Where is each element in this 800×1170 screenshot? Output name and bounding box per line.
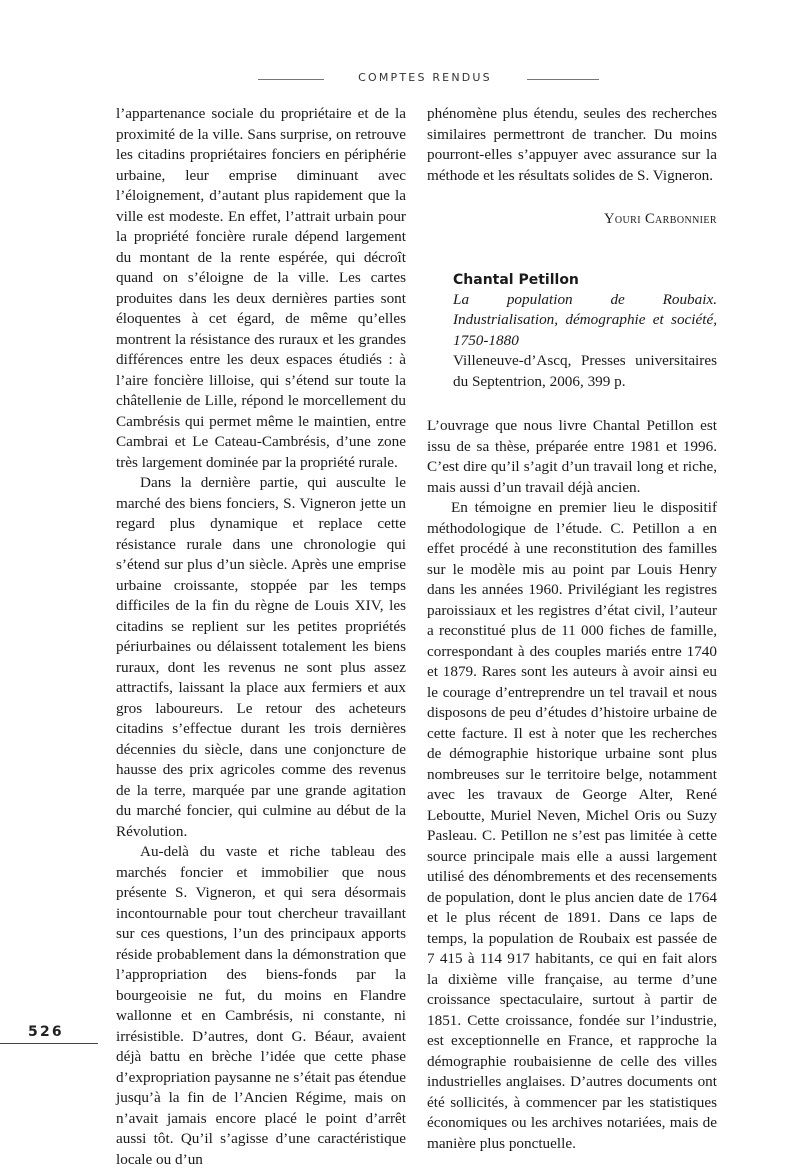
- review-heading: [427, 270, 717, 393]
- running-header: [0, 70, 800, 90]
- reviewed-author: Chantal Petillon: [453, 271, 579, 288]
- page-number: 526: [28, 1024, 64, 1040]
- paragraph: Au-delà du vaste et riche tableau des marchés foncier et immobilier que nous présente S. Vigneron, et qui sera désormais incontournable pour tout chercheur travaillant sur ces questions, l’un des principaux apports réside probablement dans la démonstration que l’appropriation des biens-fonds par la bourgeoisie ne fut, du moins en Flandre wallonne et en Cambrésis, ni constante, ni irrésistible. D’autres, dont G. Béaur, avaient déjà battu en brèche l’idée que cette phase d’expropriation paysanne ne s’était pas étendue jusqu’à la fin de l’Ancien Régime, mais on n’avait jamais encore placé le point d’arrêt aussi tôt. Qu’il s’agisse d’une caractéristique locale ou d’un: [116, 843, 406, 1168]
- reviewer-signature: Youri Carbonnier: [604, 211, 717, 227]
- reviewed-book-title: La population de Roubaix. Industrialisation, démographie et société, 1750-1880: [453, 290, 717, 349]
- continuation-paragraph: phénomène plus étendu, seules des recherches similaires permettront de trancher. Du moins pourront-elles s’appuyer avec assurance sur la méthode et les résultats solides de S. Vigneron.: [427, 105, 717, 184]
- page-number-rule: [0, 1043, 98, 1044]
- header-rule-left: [258, 79, 324, 80]
- review-body: [427, 416, 717, 1154]
- reviewed-book-publication: Villeneuve-d’Ascq, Presses universitaires du Septentrion, 2006, 399 p.: [453, 352, 717, 390]
- left-column: [116, 104, 406, 1170]
- header-rule-right: [527, 79, 599, 80]
- paragraph: L’ouvrage que nous livre Chantal Petillon est issu de sa thèse, préparée entre 1981 et 1996. C’est dire qu’il s’agit d’un travail long et riche, mais aussi d’un travail déjà ancien.: [427, 417, 717, 496]
- section-title: COMPTES RENDUS: [358, 71, 492, 84]
- right-column: [427, 104, 717, 1154]
- paragraph: En témoigne en premier lieu le dispositif méthodologique de l’étude. C. Petillon a en effet procédé à une reconstitution des familles sur le modèle mis au point par Louis Henry dans les années 1960. Privilégiant les registres paroissiaux et les registres d’état civil, l’auteur a reconstitué plus de 11 000 fiches de famille, correspondant à des couples mariés entre 1740 et 1879. Rares sont les auteurs à avoir ainsi eu le courage d’entreprendre un tel travail et nous disposons de peu d’études d’histoire urbaine de cette facture. Il est à noter que les recherches de démographie historique urbaine sont plus nombreuses sur le territoire belge, notamment avec les travaux de George Alter, René Leboutte, Muriel Neven, Michel Oris ou Suzy Pasleau. C. Petillon ne s’est pas limitée à cette source principale mais elle a aussi largement utilisé des dénombrements et des recensements de population, dont le plus ancien date de 1764 et le plus récent de 1891. Dans ce laps de temps, la population de Roubaix est passée de 7 415 à 114 917 habitants, ce qui en fait alors la dixième ville française, au terme d’une croissance spectaculaire, surtout à partir de 1851. Cette croissance, fondée sur l’industrie, est exceptionnelle en France, et rapproche la démographie roubaisienne de celle des villes industrielles anglaises. D’autres documents ont été sollicités, à commencer par les statistiques économiques ou les archives notariées, mais de manière plus ponctuelle.: [427, 499, 717, 1152]
- paragraph: l’appartenance sociale du propriétaire et de la proximité de la ville. Sans surprise, on retrouve les citadins propriétaires fonciers en périphérie urbaine, leur emprise diminuant avec l’éloignement, d’autant plus rapidement que la ville est modeste. En effet, l’attrait urbain pour la propriété foncière rurale dépend largement du montant de la rente espérée, qui décroît quand on s’éloigne de la ville. Les cartes produites dans les deux dernières parties sont éloquentes à cet égard, de même qu’elles montrent la résistance des ruraux et les grandes différences entre les deux espaces étudiés : à l’aire foncière lilloise, qui s’étend sur toute la châtellenie de Lille, répond le morcellement du Cambrésis qui permet même le maintien, entre Cambrai et Le Cateau-Cambrésis, d’une zone très largement dominée par la propriété rurale.: [116, 105, 406, 471]
- paragraph: Dans la dernière partie, qui ausculte le marché des biens fonciers, S. Vigneron jette un regard plus dynamique et replace cette résistance rurale dans une chronologie qui s’étend sur plus d’un siècle. Après une emprise urbaine croissante, stoppée par les temps difficiles de la fin du règne de Louis XIV, les citadins se replient sur les petites propriétés périurbaines ou délaissent totalement les biens ruraux, dont les revenus ne sont plus assez attractifs, laissant la place aux fermiers et aux gros laboureurs. Le retour des acheteurs citadins s’effectue durant les trois dernières décennies du siècle, dans une conjoncture de hausse des prix agricoles comme des revenus de la terre, marquée par une grande agitation du marché foncier, qui culmine au début de la Révolution.: [116, 474, 406, 840]
